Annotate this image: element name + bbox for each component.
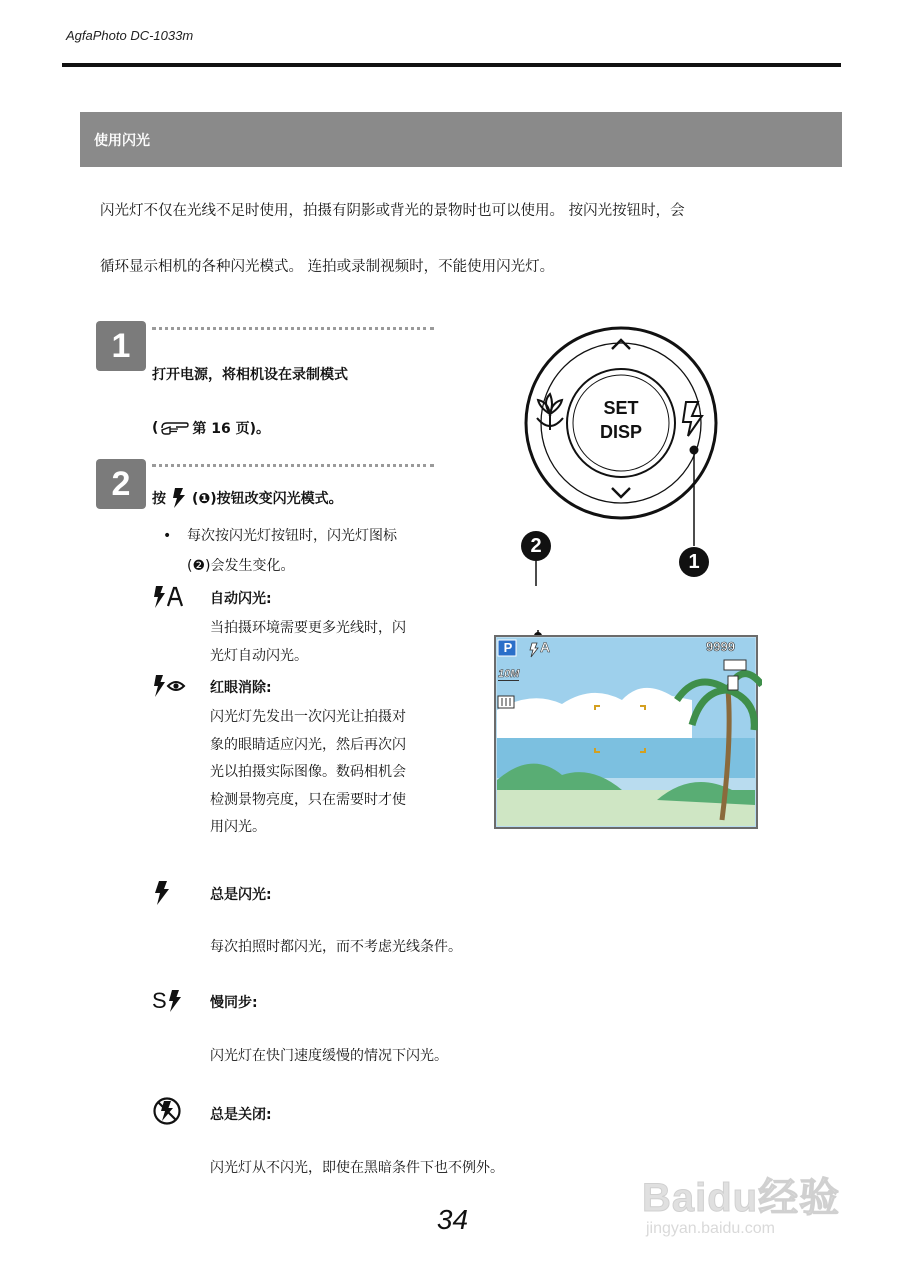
step-1-ref-open: (: [152, 420, 159, 436]
intro-line-2: 循环显示相机的各种闪光模式。 连拍或录制视频时，不能使用闪光灯。: [100, 259, 555, 275]
header-model-name: AgfaPhoto DC-1033m: [66, 28, 194, 43]
watermark: [640, 1148, 860, 1248]
callout-1-label: 1: [688, 551, 700, 573]
mode-on-desc: 每次拍照时都闪光，而不考虑光线条件。: [210, 939, 462, 955]
mode-off-title: 总是关闭:: [210, 1107, 272, 1123]
lcd-flash-label: A: [540, 639, 551, 655]
flash-off-icon: [152, 1096, 182, 1131]
camera-dial-illustration: [490, 318, 760, 586]
flash-bolt-icon: [170, 487, 188, 509]
step-2-text: [152, 487, 343, 509]
mode-on-title: 总是闪光:: [210, 887, 272, 903]
step-1-text: 打开电源，将相机设在录制模式: [152, 367, 348, 383]
step-1-ref-text: 第 16 页)。: [192, 421, 271, 437]
section-title: 使用闪光: [94, 133, 150, 149]
bullet-text: 每次按闪光灯按钮时，闪光灯图标(❷)会发生变化。: [187, 528, 397, 574]
flash-on-icon: [152, 880, 172, 911]
watermark-url: jingyan.baidu.com: [646, 1220, 775, 1237]
mode-redeye-title: 红眼消除:: [210, 680, 272, 696]
flash-auto-icon: [152, 584, 192, 615]
mode-redeye-desc: 闪光灯先发出一次闪光让拍摄对象的眼睛适应闪光，然后再次闪光以拍摄实际图像。数码相机会检测景物亮度，只在需要时才使用闪光。: [210, 709, 406, 835]
callout-2-label: 2: [530, 535, 542, 557]
slow-sync-letter: S: [152, 988, 167, 1013]
lcd-shots-remaining: 9999: [706, 639, 735, 654]
step-1-page-ref: [152, 418, 270, 438]
dial-set-label: SET: [603, 398, 639, 418]
watermark-main: Baidu经验: [642, 1176, 841, 1220]
step-1-dotted-rule: [152, 327, 434, 330]
mode-off-desc: 闪光灯从不闪光，即使在黑暗条件下也不例外。: [210, 1160, 504, 1176]
step-2-number: 2: [96, 459, 146, 509]
lcd-mode-label: P: [503, 640, 513, 655]
intro-line-1: 闪光灯不仅在光线不足时使用，拍摄有阴影或背光的景物时也可以使用。 按闪光按钮时，会: [100, 203, 685, 219]
step-1-number: 1: [96, 321, 146, 371]
mode-auto-desc: 当拍摄环境需要更多光线时，闪光灯自动闪光。: [210, 620, 406, 664]
step-2-press: 按: [152, 491, 166, 507]
flash-slow-sync-icon: [152, 988, 183, 1014]
step-2-dotted-rule: [152, 464, 434, 467]
mode-slow-desc: 闪光灯在快门速度缓慢的情况下闪光。: [210, 1048, 448, 1064]
header-divider: [62, 63, 841, 67]
mode-slow-title: 慢同步:: [210, 995, 258, 1011]
step-2-button-text: (❶)按钮改变闪光模式。: [192, 491, 343, 507]
section-bar: [80, 112, 842, 167]
mode-auto-title: 自动闪光:: [210, 591, 272, 607]
lcd-image-size: 10M: [498, 668, 520, 680]
pointing-hand-icon: [160, 420, 190, 436]
dial-disp-label: DISP: [599, 422, 642, 442]
page-number: 34: [436, 1204, 469, 1235]
bullet-dot: •: [163, 528, 172, 544]
camera-lcd-illustration: [492, 630, 762, 840]
flash-redeye-icon: [152, 673, 192, 704]
